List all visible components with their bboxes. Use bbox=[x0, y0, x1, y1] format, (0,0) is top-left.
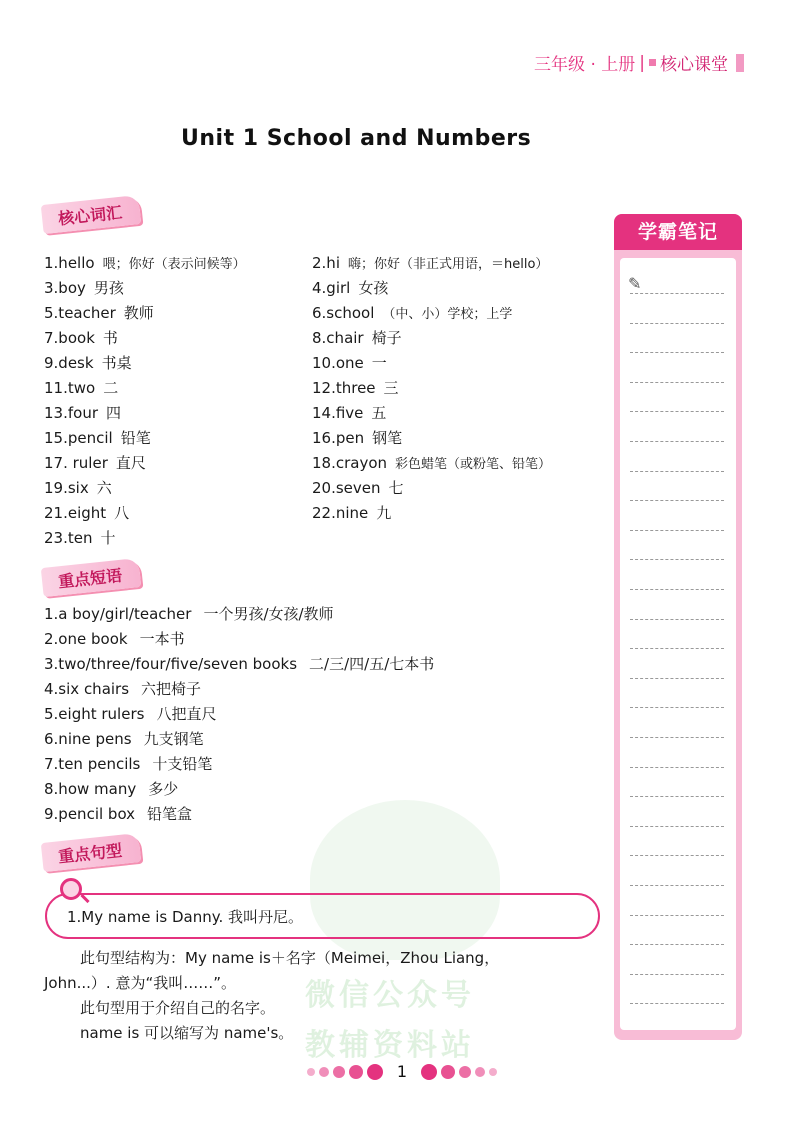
note-line bbox=[630, 589, 724, 590]
vocab-en: 8.chair bbox=[312, 329, 364, 347]
vocab-item bbox=[312, 377, 580, 398]
vocab-item bbox=[312, 303, 580, 322]
notes-title: 学霸笔记 bbox=[614, 214, 742, 250]
watermark-text: 教辅资料站 bbox=[305, 1028, 475, 1063]
phrase-cn: 铅笔盒 bbox=[147, 805, 193, 823]
square-icon bbox=[649, 59, 656, 66]
vocab-cn: 五 bbox=[371, 404, 387, 422]
note-line bbox=[630, 648, 724, 649]
phrase-item bbox=[44, 776, 434, 801]
vocab-item bbox=[44, 477, 312, 498]
vocab-cn: 九 bbox=[376, 504, 392, 522]
note-line bbox=[630, 441, 724, 442]
phrase-cn: 九支钢笔 bbox=[143, 730, 204, 748]
grade-label: 三年级 · 上册 bbox=[534, 55, 636, 75]
phrase-cn: 二/三/四/五/七本书 bbox=[309, 655, 435, 673]
vocab-cn: 钢笔 bbox=[372, 429, 403, 447]
sentences-section-tag: 重点句型 bbox=[41, 833, 142, 872]
vocab-section-tag: 核心词汇 bbox=[41, 195, 142, 234]
watermark-text: 微信公众号 bbox=[305, 978, 475, 1013]
note-line bbox=[630, 974, 724, 975]
vocab-cn: （中、小）学校；上学 bbox=[382, 307, 513, 322]
vocab-en: 16.pen bbox=[312, 429, 365, 447]
vocab-row bbox=[44, 250, 604, 275]
phrase-item bbox=[44, 601, 434, 626]
vocab-item bbox=[44, 352, 312, 373]
vocab-item bbox=[312, 327, 580, 348]
vocab-row bbox=[44, 375, 604, 400]
vocab-row bbox=[44, 300, 604, 325]
note-line bbox=[630, 619, 724, 620]
phrase-en: 6.nine pens bbox=[44, 729, 132, 748]
explain-line: name is 可以缩写为 name's。 bbox=[80, 1024, 294, 1042]
vocab-item bbox=[44, 327, 312, 348]
vocab-cn: 直尺 bbox=[115, 454, 146, 472]
header-divider: | bbox=[639, 52, 645, 73]
vocab-en: 19.six bbox=[44, 479, 89, 497]
vocab-en: 9.desk bbox=[44, 354, 94, 372]
vocab-item bbox=[44, 427, 312, 448]
note-line bbox=[630, 915, 724, 916]
sentence-text: 1.My name is Danny. 我叫丹尼。 bbox=[67, 907, 303, 926]
phrase-item bbox=[44, 651, 434, 676]
vocab-en: 12.three bbox=[312, 379, 376, 397]
vocab-item bbox=[44, 253, 312, 272]
magnifier-icon bbox=[60, 878, 82, 900]
vocab-en: 10.one bbox=[312, 354, 364, 372]
vocab-item bbox=[312, 352, 580, 373]
dot-icon bbox=[475, 1067, 485, 1077]
vocab-cn: 二 bbox=[103, 379, 119, 397]
explain-line: 此句型用于介绍自己的名字。 bbox=[80, 999, 276, 1017]
phrase-cn: 一本书 bbox=[139, 630, 185, 648]
note-line bbox=[630, 885, 724, 886]
note-line bbox=[630, 411, 724, 412]
phrase-list bbox=[44, 601, 434, 826]
page-number: 1 bbox=[396, 1062, 408, 1081]
vocab-item bbox=[44, 527, 312, 548]
vocab-en: 22.nine bbox=[312, 504, 369, 522]
phrase-en: 9.pencil box bbox=[44, 804, 136, 823]
note-line bbox=[630, 707, 724, 708]
phrase-item bbox=[44, 676, 434, 701]
note-line bbox=[630, 352, 724, 353]
note-line bbox=[630, 559, 724, 560]
phrase-en: 2.one book bbox=[44, 629, 128, 648]
vocab-item bbox=[312, 402, 580, 423]
vocab-en: 15.pencil bbox=[44, 429, 113, 447]
phrases-section-tag: 重点短语 bbox=[41, 558, 142, 597]
bar-decoration bbox=[736, 54, 744, 72]
vocab-item bbox=[312, 277, 580, 298]
vocab-row bbox=[44, 475, 604, 500]
dot-icon bbox=[441, 1065, 455, 1079]
vocab-cn: 喂；你好（表示问候等） bbox=[102, 257, 246, 272]
phrase-en: 4.six chairs bbox=[44, 679, 130, 698]
vocab-cn: 书桌 bbox=[101, 354, 132, 372]
dot-icon bbox=[333, 1066, 345, 1078]
vocab-en: 2.hi bbox=[312, 254, 340, 272]
phrase-en: 5.eight rulers bbox=[44, 704, 145, 723]
vocab-cn: 书 bbox=[102, 329, 118, 347]
phrase-cn: 八把直尺 bbox=[156, 705, 217, 723]
note-line bbox=[630, 767, 724, 768]
vocab-en: 18.crayon bbox=[312, 454, 388, 472]
vocab-en: 21.eight bbox=[44, 504, 107, 522]
phrase-cn: 六把椅子 bbox=[141, 680, 202, 698]
vocab-cn: 男孩 bbox=[93, 279, 124, 297]
vocab-cn: 一 bbox=[371, 354, 387, 372]
page-header bbox=[534, 50, 744, 75]
vocab-list bbox=[44, 250, 604, 550]
note-line bbox=[630, 293, 724, 294]
phrase-cn: 十支铅笔 bbox=[152, 755, 213, 773]
dot-icon bbox=[421, 1064, 437, 1080]
vocab-item bbox=[44, 377, 312, 398]
vocab-en: 17. ruler bbox=[44, 454, 108, 472]
vocab-item bbox=[312, 477, 580, 498]
explain-line: John...）. 意为“我叫……”。 bbox=[44, 974, 236, 992]
page-number-bar bbox=[0, 1062, 804, 1081]
vocab-row bbox=[44, 400, 604, 425]
vocab-cn: 彩色蜡笔（或粉笔、铅笔） bbox=[395, 457, 552, 472]
page-title: Unit 1 School and Numbers bbox=[181, 126, 532, 151]
vocab-item bbox=[44, 502, 312, 523]
phrase-item bbox=[44, 751, 434, 776]
phrase-cn: 一个男孩/女孩/教师 bbox=[203, 605, 334, 623]
note-line bbox=[630, 471, 724, 472]
vocab-row bbox=[44, 500, 604, 525]
note-line bbox=[630, 737, 724, 738]
dot-icon bbox=[367, 1064, 383, 1080]
phrase-en: 3.two/three/four/five/seven books bbox=[44, 654, 298, 673]
vocab-item bbox=[44, 402, 312, 423]
vocab-en: 7.book bbox=[44, 329, 95, 347]
note-line bbox=[630, 382, 724, 383]
note-line bbox=[630, 678, 724, 679]
vocab-en: 4.girl bbox=[312, 279, 351, 297]
vocab-cn: 铅笔 bbox=[120, 429, 151, 447]
explain-line: 此句型结构为：My name is＋名字（Meimei，Zhou Liang， bbox=[80, 949, 500, 967]
sentence-box bbox=[45, 893, 600, 939]
pencil-icon: ✎ bbox=[628, 274, 642, 293]
vocab-cn: 三 bbox=[383, 379, 399, 397]
vocab-en: 3.boy bbox=[44, 279, 86, 297]
phrase-item bbox=[44, 701, 434, 726]
section-label: 核心课堂 bbox=[660, 55, 728, 75]
vocab-cn: 八 bbox=[114, 504, 130, 522]
vocab-item bbox=[44, 452, 312, 473]
vocab-en: 14.five bbox=[312, 404, 364, 422]
vocab-en: 23.ten bbox=[44, 529, 93, 547]
note-line bbox=[630, 826, 724, 827]
vocab-cn: 嗨；你好（非正式用语，＝hello） bbox=[348, 257, 549, 272]
vocab-item bbox=[312, 502, 580, 523]
vocab-row bbox=[44, 275, 604, 300]
vocab-item bbox=[44, 302, 312, 323]
note-line bbox=[630, 323, 724, 324]
vocab-cn: 六 bbox=[96, 479, 112, 497]
dot-icon bbox=[489, 1068, 497, 1076]
note-line bbox=[630, 500, 724, 501]
vocab-cn: 教师 bbox=[123, 304, 154, 322]
vocab-row bbox=[44, 425, 604, 450]
vocab-row bbox=[44, 325, 604, 350]
vocab-row bbox=[44, 525, 604, 550]
vocab-en: 13.four bbox=[44, 404, 98, 422]
vocab-cn: 女孩 bbox=[358, 279, 389, 297]
vocab-row bbox=[44, 450, 604, 475]
phrase-item bbox=[44, 726, 434, 751]
phrase-en: 1.a boy/girl/teacher bbox=[44, 604, 192, 623]
note-line bbox=[630, 796, 724, 797]
note-line bbox=[630, 855, 724, 856]
vocab-en: 11.two bbox=[44, 379, 96, 397]
phrase-en: 7.ten pencils bbox=[44, 754, 141, 773]
dot-icon bbox=[349, 1065, 363, 1079]
vocab-en: 6.school bbox=[312, 304, 375, 322]
vocab-cn: 四 bbox=[106, 404, 122, 422]
vocab-cn: 十 bbox=[100, 529, 116, 547]
note-line bbox=[630, 530, 724, 531]
dot-icon bbox=[459, 1066, 471, 1078]
note-line bbox=[630, 1003, 724, 1004]
phrase-en: 8.how many bbox=[44, 779, 137, 798]
vocab-en: 1.hello bbox=[44, 254, 95, 272]
phrase-item bbox=[44, 626, 434, 651]
vocab-row bbox=[44, 350, 604, 375]
vocab-en: 20.seven bbox=[312, 479, 381, 497]
dot-icon bbox=[307, 1068, 315, 1076]
vocab-item bbox=[312, 427, 580, 448]
note-line bbox=[630, 944, 724, 945]
vocab-item bbox=[312, 453, 580, 472]
vocab-en: 5.teacher bbox=[44, 304, 116, 322]
vocab-cn: 七 bbox=[388, 479, 404, 497]
vocab-cn: 椅子 bbox=[371, 329, 402, 347]
phrase-cn: 多少 bbox=[148, 780, 179, 798]
vocab-item bbox=[312, 253, 580, 272]
vocab-item bbox=[44, 277, 312, 298]
dot-icon bbox=[319, 1067, 329, 1077]
